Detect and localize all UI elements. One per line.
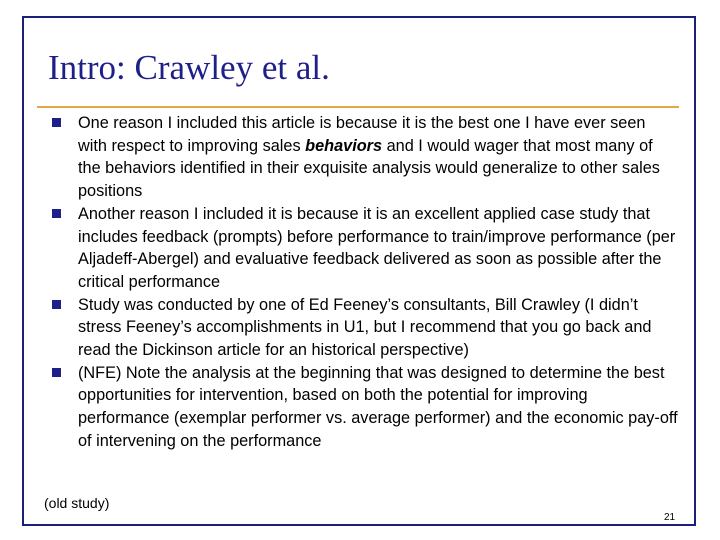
bullet-list xyxy=(52,112,682,453)
slide-title: Intro: Crawley et al. xyxy=(48,48,330,87)
bullet-item xyxy=(52,203,682,294)
bullet-text: (NFE) Note the analysis at the beginning that was designed to determine the best opportunities for intervention, based on both the potential for improving performance (exemplar performer vs. average performer) and the economic pay-off of intervening on the performance xyxy=(78,363,678,450)
bullet-text: Study was conducted by one of Ed Feeney’s consultants, Bill Crawley (I didn’t stress Feeney’s accomplishments in U1, but I recommend that you go back and read the Dickinson article for an historical perspective) xyxy=(78,295,652,360)
bullet-item xyxy=(52,294,682,362)
bullet-text xyxy=(78,112,678,203)
bullet-item xyxy=(52,362,682,453)
square-bullet-icon xyxy=(52,118,61,127)
bullet-emphasis: behaviors xyxy=(305,136,383,155)
bullet-text-start: One reason I included this article is because it is the best one I have ever seen with respect to improving sales xyxy=(78,114,646,155)
square-bullet-icon xyxy=(52,368,61,377)
footnote: (old study) xyxy=(44,495,110,511)
square-bullet-icon xyxy=(52,300,61,309)
page-number: 21 xyxy=(664,512,676,523)
square-bullet-icon xyxy=(52,209,61,218)
bullet-item xyxy=(52,112,682,203)
title-underline xyxy=(37,106,679,108)
bullet-text: Another reason I included it is because it is an excellent applied case study that includes feedback (prompts) before performance to train/improve performance (per Aljadeff-Abergel) and evaluative feedback delivered as soon as possible after the critical performance xyxy=(78,204,676,291)
bullet-text-end: and I would wager that most many of the behaviors identified in their exquisite analysis would generalize to other sales positions xyxy=(78,136,660,201)
